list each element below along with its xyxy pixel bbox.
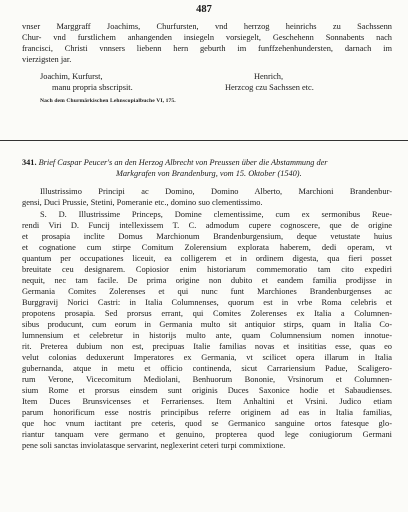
text-line: sibus producunt, cum eorum in Germania multo sit antiquior stirps, quam in Italia Co- xyxy=(22,320,392,329)
signature-name-henrich: Henrich, xyxy=(254,72,284,81)
text-line: vnser Marggraff Joachims, Churfursten, vnd herrzog heinrichs zu Sachssenn xyxy=(22,22,392,31)
text-line: Illustrissimo Principi ac Domino, Domino Alberto, Marchioni Brandenbur- xyxy=(40,187,392,196)
signature-subscript: manu propria sbscripsit. xyxy=(52,83,133,92)
text-line: velut colonias deduxerunt Imperatores ex Germania, vt scilicet opera illarum in Italia xyxy=(22,353,392,362)
text-line: quantum per occupationes liceuit, ea colligerem et in ordinem digesta, qua fieri posset xyxy=(22,254,392,263)
signature-name-joachim: Joachim, Kurfurst, xyxy=(40,72,103,81)
text-line: rit. Preterea dubium non est, precipuas Italie familias novas et insititias esse, quas eo xyxy=(22,342,392,351)
text-line: gensi, Duci Prussie, Stetini, Pomeranie etc., domino suo clementissimo. xyxy=(22,198,263,207)
text-line: Germania Comites Zolerenses et qui nunc funt Marchiones Brandenburgenses ac xyxy=(22,287,392,296)
text-line: Burggravij Norici Castri: in Italia Columnenses, quorum est in vrbe Roma celebris et xyxy=(22,298,392,307)
text-line: sium Rome et prorsus einsdem sunt originis Duces Saxonice hodie et Sabaudienses. xyxy=(22,386,392,395)
text-line: francisci, Christi vnnsers liebenn hern geburth im funffzehenhundersten, darnach im xyxy=(22,44,392,53)
text-line: vierzigsten jar. xyxy=(22,55,72,64)
document-heading-line-2: Markgrafen von Brandenburg, vom 15. Oktober (1540). xyxy=(116,169,302,178)
text-line: riantur tanquam vere germano et genuino, propterea quod lege coniugiorum Germani xyxy=(22,430,392,439)
text-line: lumnensium et celebretur in historijs multo ante, quam Columnensium nomen innotue- xyxy=(22,331,392,340)
page-number: 487 xyxy=(196,4,212,15)
text-line: et prosapia inclite Domus Marchionum Brandenburgensium, deque vetustate huius xyxy=(22,232,392,241)
text-line: rendi Viri D. Funcij intellexissem T. C. admodum cupere cognoscere, que de origine xyxy=(22,221,392,230)
heading-text: Brief Caspar Peucer's an den Herzog Albrecht von Preussen über die Abstammung der xyxy=(38,158,328,167)
document-number: 341. xyxy=(22,158,37,167)
text-line: propotens prosapia. Sed prorsus errant, qui Comites Zolerenses ex Italia a Columnen- xyxy=(22,309,392,318)
text-line: que hoc vnum iactitant pre ceteris, quod se Germanico sanguine ortos fatesque glo- xyxy=(22,419,392,428)
text-line: nequit, nec tam facile. De prima origine non dubito et eandem familia prodijsse in xyxy=(22,276,392,285)
text-line: Chur- vnd furstlichem anhangenden insiegeln vorsiegelt, Geschehenn Sonnabents nach xyxy=(22,33,392,42)
divider xyxy=(0,140,408,141)
document-heading-line-1 xyxy=(22,158,328,168)
text-line: pene soli sanctas inviolatasque servarint, neglexerint ceteri turpi commixtione. xyxy=(22,441,286,450)
text-line: rum Verone, Vicecomitum Mediolani, Benhuorum Bononie, Vrsinorum et Columnen- xyxy=(22,375,392,384)
signature-title: Herzcog czu Sachssen etc. xyxy=(225,83,314,92)
text-line: Item Duces Brunsvicenses et Ferrarienses. Item Anhaltini et Vrsini. Judico etiam xyxy=(22,397,392,406)
text-line: et cognatione cum stirpe Comitum Zolerensium explorata haberem, dedi operam, vt xyxy=(22,243,392,252)
text-line: S. D. Illustrissime Princeps, Domine clementissime, cum ex sermonibus Reue- xyxy=(40,210,392,219)
text-line: parum honorificum esse nostris principibus referre originem ad eas in Italia familias, xyxy=(22,408,392,417)
text-line: gubernanda, atque in metu et officio continenda, sicut Carrariensium Padue, Scaligero- xyxy=(22,364,392,373)
source-note: Nach dem Churmärkischen Lehnscopialbuche VI, 175. xyxy=(40,98,176,104)
text-line: breuitate ceu designarem. Copiosior enim historiarum commemoratio tam cito expediri xyxy=(22,265,392,274)
